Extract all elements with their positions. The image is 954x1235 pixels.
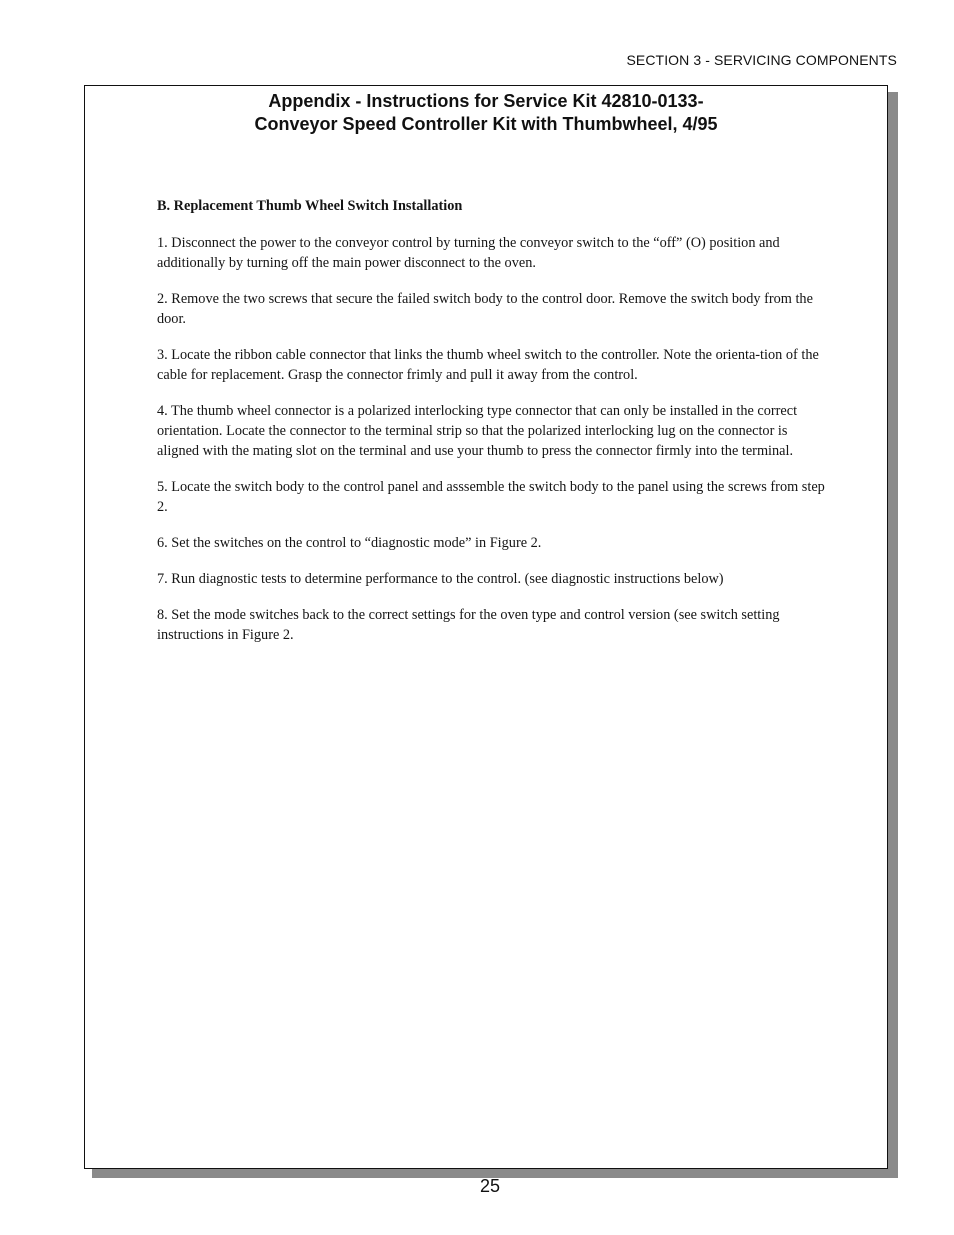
subheading: B. Replacement Thumb Wheel Switch Installation: [157, 198, 463, 214]
content-frame: [84, 85, 888, 1169]
step-8: 8. Set the mode switches back to the correct settings for the oven type and control version (see switch setting instructions in Figure 2.: [157, 607, 780, 643]
section-header: SECTION 3 - SERVICING COMPONENTS: [626, 52, 897, 68]
step-6: 6. Set the switches on the control to “diagnostic mode” in Figure 2.: [157, 535, 542, 551]
page-title: [85, 90, 887, 136]
step-1: 1. Disconnect the power to the conveyor control by turning the conveyor switch to the “off” (O) position and additionally by turning off the main power disconnect to the oven.: [157, 235, 780, 271]
instructions-body: [157, 196, 825, 661]
title-line-2: Conveyor Speed Controller Kit with Thumbwheel, 4/95: [254, 114, 718, 134]
step-7: 7. Run diagnostic tests to determine performance to the control. (see diagnostic instructions below): [157, 571, 724, 587]
step-5: 5. Locate the switch body to the control panel and asssemble the switch body to the panel using the screws from step 2.: [157, 479, 825, 515]
step-2: 2. Remove the two screws that secure the failed switch body to the control door. Remove the switch body from the door.: [157, 291, 813, 327]
step-3: 3. Locate the ribbon cable connector that links the thumb wheel switch to the controller. Note the orienta-tion of the cable for replacement. Grasp the connector frimly and pull it away from the control.: [157, 347, 819, 383]
page-number: 25: [479, 1176, 501, 1196]
title-line-1: Appendix - Instructions for Service Kit 42810-0133-: [268, 91, 704, 111]
step-4: 4. The thumb wheel connector is a polarized interlocking type connector that can only be installed in the correct orientation. Locate the connector to the terminal strip so that the polarized interlocking lug on the connector is aligned with the mating slot on the terminal and use your thumb to press the connector firmly into the terminal.: [157, 403, 798, 459]
